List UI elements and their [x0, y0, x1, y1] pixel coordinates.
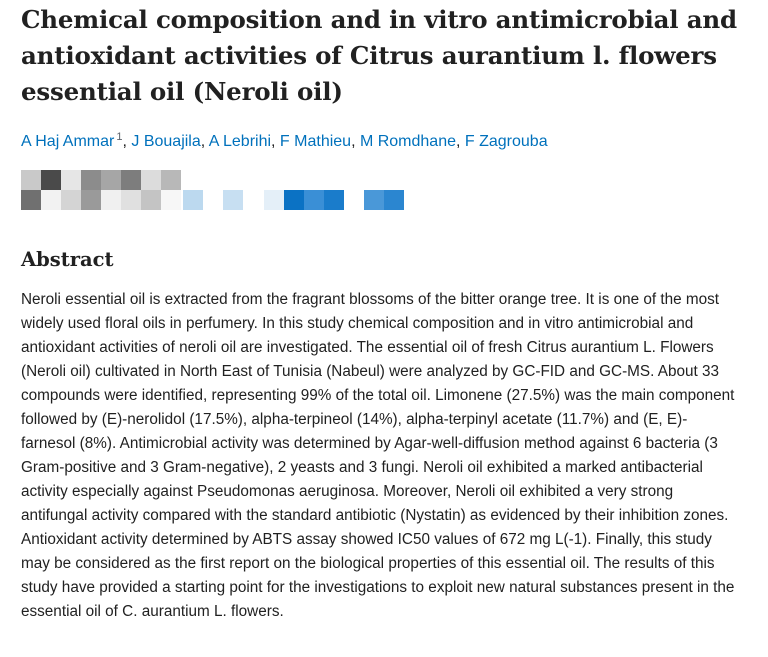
author-link[interactable]: M Romdhane	[359, 133, 456, 150]
affiliation-marker[interactable]: 1	[116, 130, 123, 143]
pixel-tile	[384, 190, 404, 210]
pixel-tile	[21, 190, 41, 210]
author-link[interactable]: A Haj Ammar	[21, 133, 115, 150]
pixel-tile	[264, 190, 284, 210]
author-separator: ,	[456, 133, 465, 150]
author-separator: ,	[271, 133, 280, 150]
abstract-heading: Abstract	[21, 248, 114, 271]
pixel-tile	[304, 190, 324, 210]
pixel-tile	[61, 170, 81, 190]
pixel-tile	[183, 190, 203, 210]
pixel-tile	[121, 170, 141, 190]
author-separator: ,	[122, 133, 132, 150]
pixel-tile	[41, 190, 61, 210]
pixel-tile	[161, 190, 181, 210]
author-link[interactable]: F Mathieu	[279, 133, 352, 150]
pixel-tile	[81, 190, 101, 210]
pixel-tile	[121, 190, 141, 210]
pixel-tile	[41, 170, 61, 190]
author-link[interactable]: J Bouajila	[131, 133, 201, 150]
article-page	[21, 0, 737, 620]
pixel-tile	[364, 190, 384, 210]
pixel-tile	[223, 190, 243, 210]
pixel-tile	[81, 170, 101, 190]
author-link[interactable]: A Lebrihi	[208, 133, 272, 150]
pixel-tile	[101, 170, 121, 190]
pixel-tile	[61, 190, 81, 210]
abstract-text: Neroli essential oil is extracted from the fragrant blossoms of the bitter orange tree. It is one of the most widely used floral oils in perfumery. In this study chemical composition and in vitro antimicrobial and antioxidant activities of neroli oil are investigated. The essential oil of fresh Citrus aurantium L. Flowers (Neroli oil) cultivated in North East of Tunisia (Nabeul) were analyzed by GC-FID and GC-MS. About 33 compounds were identified, representing 99% of the total oil. Limonene (27.5%) was the main component followed by (E)-nerolidol (17.5%), alpha-terpineol (14%), alpha-terpinyl acetate (11.7%) and (E, E)-farnesol (8%). Antimicrobial activity was determined by Agar-well-diffusion method against 6 bacteria (3 Gram-positive and 3 Gram-negative), 2 yeasts and 3 fungi. Neroli oil exhibited a marked antibacterial activity especially against Pseudomonas aeruginosa. Moreover, Neroli oil exhibited a very strong antifungal activity compared with the standard antibiotic (Nystatin) as evidenced by their inhibition zones. Antioxidant activity determined by ABTS assay showed IC50 values of 672 mg L(-1). Finally, this study may be considered as the first report on the biological properties of this essential oil. The results of this study have provided a starting point for the investigations to exploit new natural substances present in the essential oil of C. aurantium L. flowers.	[21, 291, 735, 620]
author-separator: ,	[200, 133, 209, 150]
article-title: Chemical composition and in vitro antimicrobial and antioxidant activities of Citrus aurantium l. flowers essential oil (Neroli oil)	[21, 5, 737, 106]
author-link[interactable]: F Zagrouba	[464, 133, 548, 150]
pixelated-redacted-block	[21, 170, 421, 210]
pixel-tile	[324, 190, 344, 210]
author-list	[21, 132, 737, 152]
pixel-tile	[141, 190, 161, 210]
author-separator: ,	[351, 133, 360, 150]
pixel-tile	[141, 170, 161, 190]
pixel-tile	[101, 190, 121, 210]
pixel-tile	[284, 190, 304, 210]
pixel-tile	[161, 170, 181, 190]
pixel-tile	[21, 170, 41, 190]
